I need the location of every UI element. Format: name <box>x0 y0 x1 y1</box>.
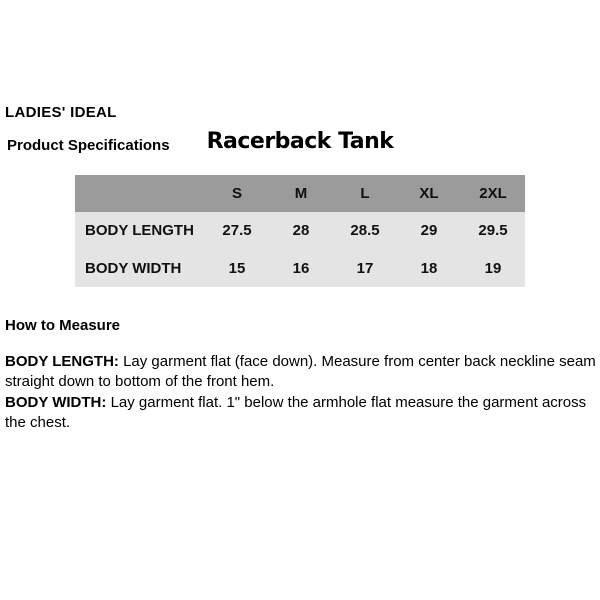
body-width-xl: 18 <box>420 259 438 277</box>
body-length-xl: 29 <box>420 222 438 240</box>
body-width-2xl: 19 <box>484 259 502 277</box>
table-row-body-length <box>75 212 525 250</box>
row-label-body-width: BODY WIDTH <box>85 259 182 277</box>
section-label: Product Specifications <box>7 137 170 154</box>
column-header-l: L <box>360 185 370 202</box>
product-title: Racerback Tank <box>206 129 394 154</box>
size-table-header-row <box>75 175 525 212</box>
instruction-text-body-length: Lay garment flat (face down). Measure from center back neckline seam straight down to bottom of the front hem. <box>5 353 596 390</box>
body-width-l: 17 <box>356 259 374 277</box>
body-length-l: 28.5 <box>350 222 380 240</box>
brand-label: LADIES' IDEAL <box>5 104 117 121</box>
column-header-xl: XL <box>419 185 439 202</box>
body-length-instruction <box>5 352 598 392</box>
column-header-s: S <box>231 185 242 202</box>
column-header-2xl: 2XL <box>479 185 507 202</box>
body-length-2xl: 29.5 <box>478 222 508 240</box>
body-width-instruction <box>5 393 598 433</box>
body-length-m: 28 <box>292 222 310 240</box>
column-header-m: M <box>294 185 308 202</box>
how-to-measure-heading: How to Measure <box>5 317 121 334</box>
table-row-body-width <box>75 250 525 288</box>
size-spec-table <box>75 175 525 287</box>
body-width-s: 15 <box>228 259 246 277</box>
instruction-term-body-width: BODY WIDTH: <box>5 394 107 411</box>
body-length-s: 27.5 <box>222 222 252 240</box>
measurement-instructions <box>5 352 598 434</box>
instruction-text-body-width: Lay garment flat. 1" below the armhole flat measure the garment across the chest. <box>5 394 587 431</box>
row-label-body-length: BODY LENGTH <box>85 222 194 240</box>
body-width-m: 16 <box>292 259 310 277</box>
instruction-term-body-length: BODY LENGTH: <box>5 353 119 370</box>
